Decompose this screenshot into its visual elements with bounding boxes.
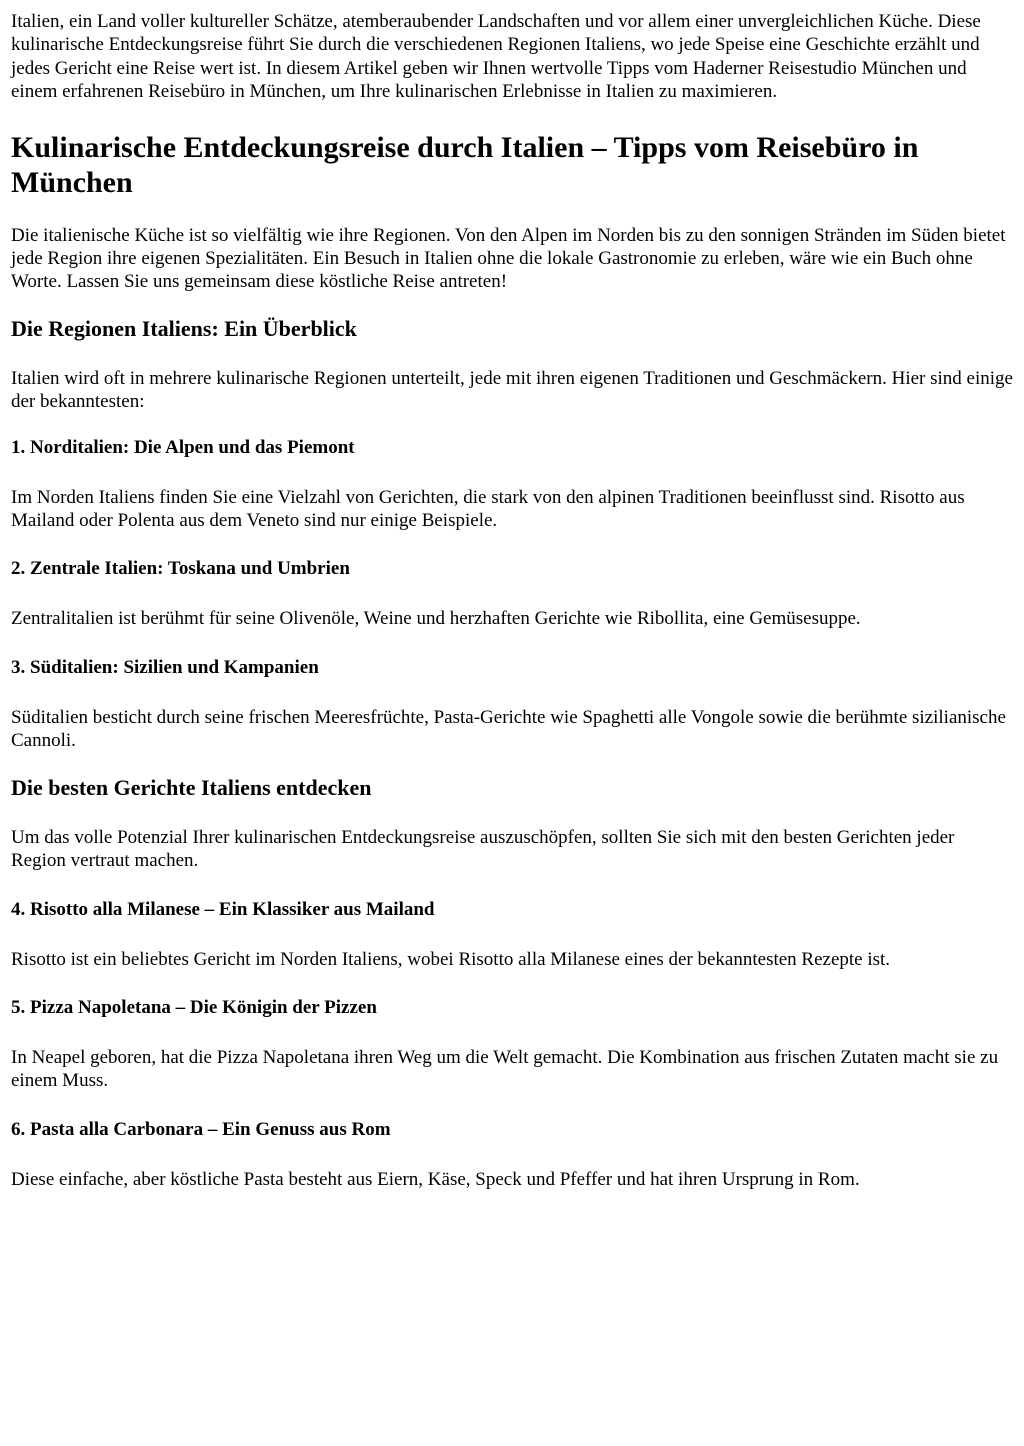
subsection-paragraph: In Neapel geboren, hat die Pizza Napoletana ihren Weg um die Welt gemacht. Die Kombination aus frischen Zutaten macht sie zu einem Muss. <box>11 1046 999 1092</box>
subsection-paragraph: Im Norden Italiens finden Sie eine Vielzahl von Gerichten, die stark von den alpinen Traditionen beeinflusst sind. Risotto aus Mailand oder Polenta aus dem Veneto sind nur einige Beispiele. <box>11 486 965 532</box>
subsection-heading: 2. Zentrale Italien: Toskana und Umbrien <box>11 558 350 580</box>
subsection-paragraph: Zentralitalien ist berühmt für seine Olivenöle, Weine und herzhaften Gerichte wie Ribollita, eine Gemüsesuppe. <box>11 608 861 630</box>
subsection-paragraph: Risotto ist ein beliebtes Gericht im Norden Italiens, wobei Risotto alla Milanese eines der bekanntesten Rezepte ist. <box>11 948 891 970</box>
section-heading: Die Regionen Italiens: Ein Überblick <box>11 315 357 341</box>
section-paragraph: Italien wird oft in mehrere kulinarische Regionen unterteilt, jede mit ihren eigenen Traditionen und Geschmäckern. Hier sind einige der bekanntesten: <box>11 367 1013 413</box>
subsection-heading: 4. Risotto alla Milanese – Ein Klassiker aus Mailand <box>11 898 435 920</box>
article-title: Kulinarische Entdeckungsreise durch Italien – Tipps vom Reisebüro in München <box>11 130 919 199</box>
subsection-heading: 5. Pizza Napoletana – Die Königin der Pizzen <box>11 996 377 1018</box>
title-paragraph: Die italienische Küche ist so vielfältig wie ihre Regionen. Von den Alpen im Norden bis zu den sonnigen Stränden im Süden bietet jede Region ihre eigenen Spezialitäten. Ein Besuch in Italien ohne die lokale Gastronomie zu erleben, wäre wie ein Buch ohne Worte. Lassen Sie uns gemeinsam diese köstliche Reise antreten! <box>11 224 1006 293</box>
subsection-heading: 6. Pasta alla Carbonara – Ein Genuss aus Rom <box>11 1118 391 1140</box>
subsection-heading: 1. Norditalien: Die Alpen und das Piemont <box>11 436 355 458</box>
section-heading: Die besten Gerichte Italiens entdecken <box>11 774 372 800</box>
subsection-paragraph: Süditalien besticht durch seine frischen Meeresfrüchte, Pasta-Gerichte wie Spaghetti alle Vongole sowie die berühmte sizilianische Cannoli. <box>11 706 1006 752</box>
subsection-heading: 3. Süditalien: Sizilien und Kampanien <box>11 656 319 678</box>
section-paragraph: Um das volle Potenzial Ihrer kulinarischen Entdeckungsreise auszuschöpfen, sollten Sie sich mit den besten Gerichten jeder Region vertraut machen. <box>11 826 955 872</box>
subsection-paragraph: Diese einfache, aber köstliche Pasta besteht aus Eiern, Käse, Speck und Pfeffer und hat ihren Ursprung in Rom. <box>11 1168 860 1190</box>
intro-paragraph: Italien, ein Land voller kultureller Schätze, atemberaubender Landschaften und vor allem einer unvergleichlichen Küche. Diese kulinarische Entdeckungsreise führt Sie durch die verschiedenen Regionen Italiens, wo jede Speise eine Geschichte erzählt und jedes Gericht eine Reise wert ist. In diesem Artikel geben wir Ihnen wertvolle Tipps vom Haderner Reisestudio München und einem erfahrenen Reisebüro in München, um Ihre kulinarischen Erlebnisse in Italien zu maximieren. <box>11 11 981 103</box>
